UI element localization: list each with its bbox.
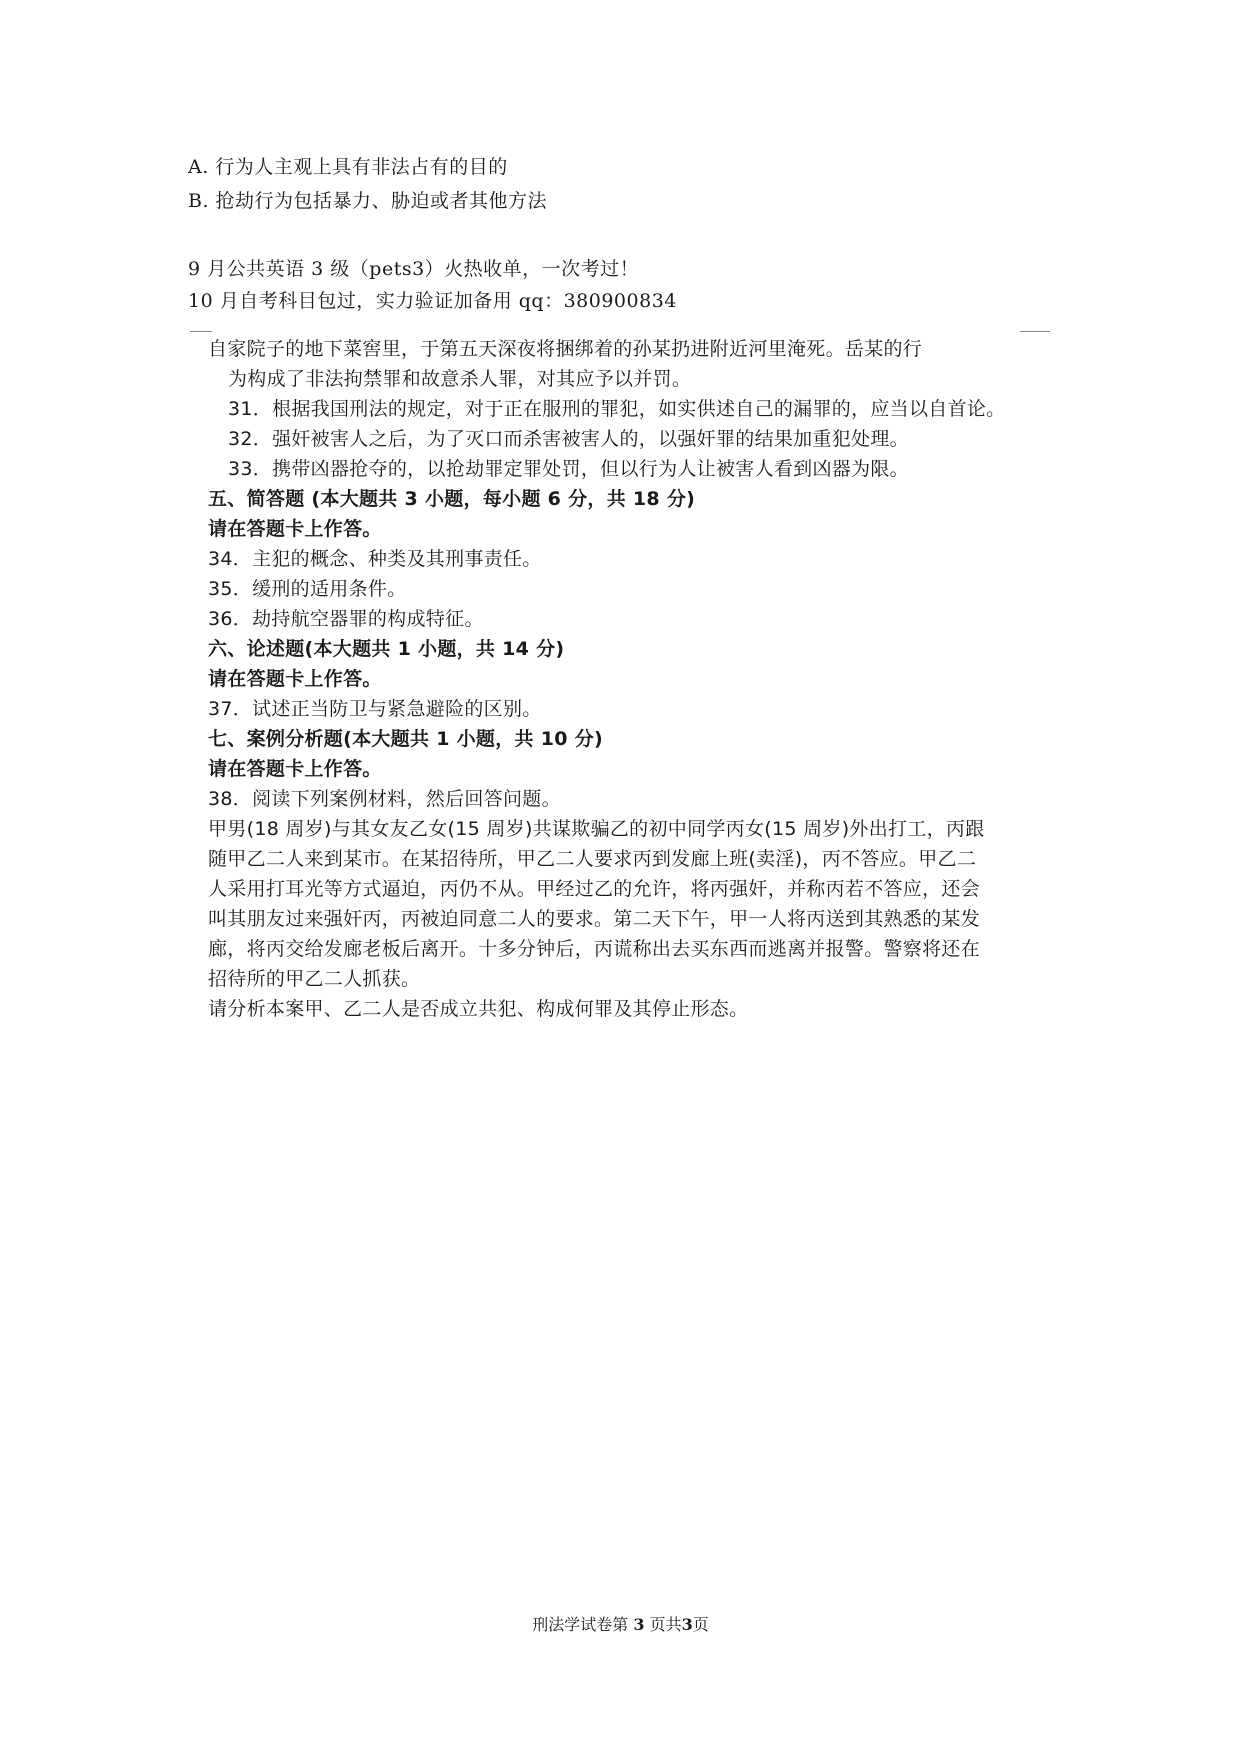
option-a: A. 行为人主观上具有非法占有的目的 [188,156,508,178]
case-question: 请分析本案甲、乙二人是否成立共犯、构成何罪及其停止形态。 [208,998,749,1020]
ad-line-1: 9 月公共英语 3 级（pets3）火热收单，一次考过！ [188,258,640,280]
case-line-5: 廊，将丙交给发廊老板后离开。十多分钟后，丙谎称出去买东西而逃离并报警。警察将还在 [208,938,981,960]
section-7-title: 七、案例分析题(本大题共 1 小题，共 10 分) [208,728,603,750]
case-line-6: 招待所的甲乙二人抓获。 [208,968,421,990]
header-corner-mark-right [1020,331,1050,332]
footer-middle: 页共 [649,1615,682,1634]
section-5-note: 请在答题卡上作答。 [208,518,382,540]
case-line-1: 甲男(18 周岁)与其女友乙女(15 周岁)共谋欺骗乙的初中同学丙女(15 周岁)外出打工，丙跟 [208,818,985,840]
footer-suffix: 页 [692,1615,709,1634]
case-line-4: 叫其朋友过来强奸丙，丙被迫同意二人的要求。第二天下午，甲一人将丙送到其熟悉的某发 [208,908,981,930]
question-36: 36．劫持航空器罪的构成特征。 [208,608,484,630]
question-37: 37．试述正当防卫与紧急避险的区别。 [208,698,542,720]
question-35: 35．缓刑的适用条件。 [208,578,407,600]
paragraph-30-continuation-2: 为构成了非法拘禁罪和故意杀人罪，对其应予以并罚。 [228,368,692,390]
question-32: 32．强奸被害人之后，为了灭口而杀害被害人的，以强奸罪的结果加重犯处理。 [228,428,909,450]
question-31: 31．根据我国刑法的规定，对于正在服刑的罪犯，如实供述自己的漏罪的，应当以自首论。 [228,398,1006,420]
question-33: 33．携带凶器抢夺的，以抢劫罪定罪处罚，但以行为人让被害人看到凶器为限。 [228,458,909,480]
section-7-note: 请在答题卡上作答。 [208,758,382,780]
footer-total-pages: 3 [681,1615,693,1634]
section-5-title: 五、简答题 (本大题共 3 小题，每小题 6 分，共 18 分) [208,488,696,510]
case-line-3: 人采用打耳光等方式逼迫，丙仍不从。甲经过乙的允许，将丙强奸，并称丙若不答应，还会 [208,878,981,900]
case-line-2: 随甲乙二人来到某市。在某招待所，甲乙二人要求丙到发廊上班(卖淫)，丙不答应。甲乙二 [208,848,977,870]
paragraph-30-continuation-1: 自家院子的地下菜窖里，于第五天深夜将捆绑着的孙某扔进附近河里淹死。岳某的行 [208,338,923,360]
footer-page-number: 3 [633,1615,645,1634]
option-b: B. 抢劫行为包括暴力、胁迫或者其他方法 [188,190,548,212]
header-corner-mark-left [190,331,212,332]
question-34: 34．主犯的概念、种类及其刑事责任。 [208,548,542,570]
footer-prefix: 刑法学试卷第 [532,1615,629,1634]
ad-line-2: 10 月自考科目包过，实力验证加备用 qq：380900834 [188,290,677,312]
page-footer [0,1612,1241,1635]
section-6-title: 六、论述题(本大题共 1 小题，共 14 分) [208,638,565,660]
question-38: 38．阅读下列案例材料，然后回答问题。 [208,788,561,810]
section-6-note: 请在答题卡上作答。 [208,668,382,690]
